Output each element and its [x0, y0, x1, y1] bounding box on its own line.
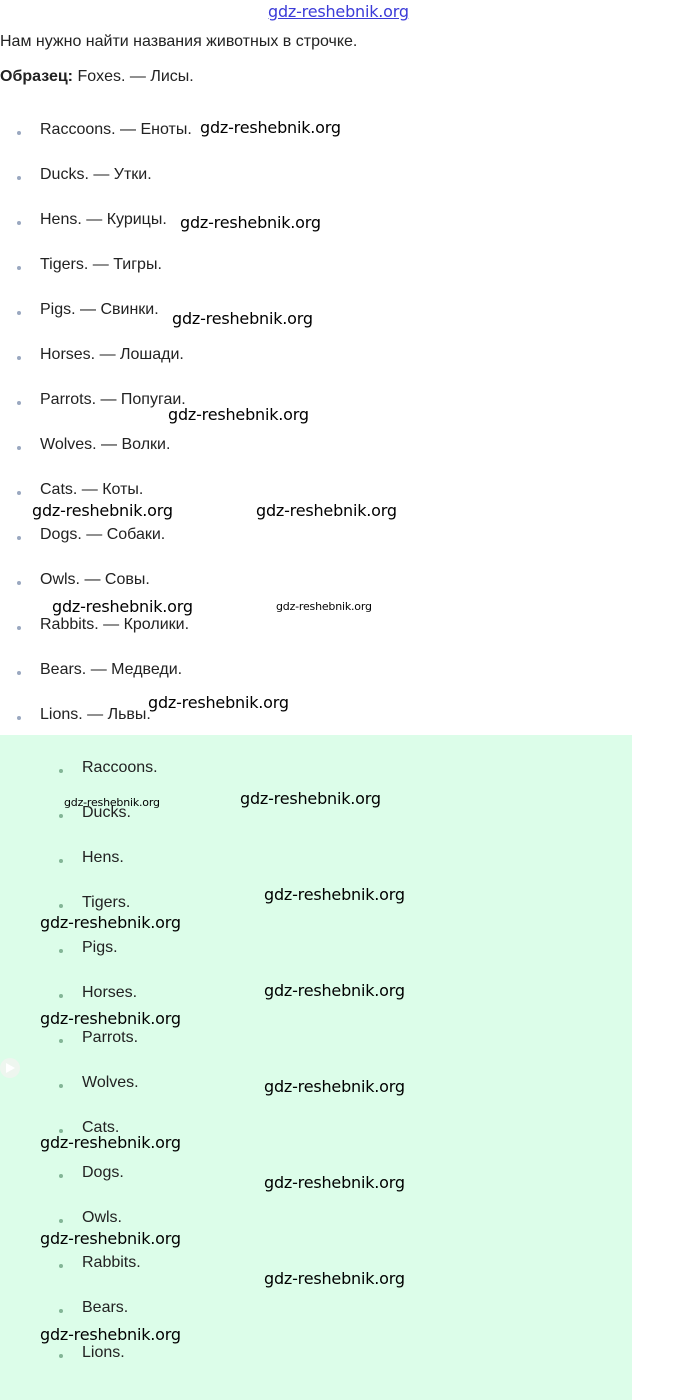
bullet-icon — [17, 266, 21, 270]
bullet-icon — [59, 1354, 63, 1358]
bullet-icon — [59, 769, 63, 773]
watermark: gdz-reshebnik.org — [264, 981, 405, 1000]
list-item-text: Hens. — Курицы. — [40, 211, 167, 228]
watermark: gdz-reshebnik.org — [180, 213, 321, 232]
bullet-icon — [59, 1174, 63, 1178]
bullet-icon — [59, 994, 63, 998]
bullet-icon — [17, 356, 21, 360]
bullet-icon — [17, 311, 21, 315]
answer-text: Ducks. — [82, 804, 131, 821]
bullet-icon — [59, 904, 63, 908]
list-item-text: Bears. — Медведи. — [40, 661, 183, 678]
answer-text: Owls. — [82, 1209, 122, 1226]
watermark: gdz-reshebnik.org — [40, 1325, 181, 1344]
list-item-text: Rabbits. — Кролики. — [40, 616, 190, 633]
bullet-icon — [17, 671, 21, 675]
list-item-text: Lions. — Львы. — [40, 706, 151, 723]
answer-text: Dogs. — [82, 1164, 124, 1181]
watermark: gdz-reshebnik.org — [168, 405, 309, 424]
watermark: gdz-reshebnik.org — [40, 1009, 181, 1028]
list-item-text: Tigers. — Тигры. — [40, 256, 162, 273]
watermark: gdz-reshebnik.org — [264, 885, 405, 904]
answer-text: Raccoons. — [82, 759, 158, 776]
list-item-text: Dogs. — Собаки. — [40, 526, 166, 543]
sample-line — [0, 68, 194, 86]
watermark: gdz-reshebnik.org — [40, 913, 181, 932]
bullet-icon — [59, 814, 63, 818]
answer-text: Parrots. — [82, 1029, 139, 1046]
watermark: gdz-reshebnik.org — [264, 1077, 405, 1096]
watermark: gdz-reshebnik.org — [240, 789, 381, 808]
watermark: gdz-reshebnik.org — [40, 1133, 181, 1152]
bullet-icon — [59, 1264, 63, 1268]
bullet-icon — [59, 859, 63, 863]
list-item-text: Horses. — Лошади. — [40, 346, 184, 363]
bullet-icon — [17, 131, 21, 135]
list-item-text: Ducks. — Утки. — [40, 166, 152, 183]
sample-text: Foxes. — Лисы. — [77, 68, 194, 85]
answer-text: Bears. — [82, 1299, 129, 1316]
list-item-text: Owls. — Совы. — [40, 571, 150, 588]
list-item-text: Cats. — Коты. — [40, 481, 144, 498]
list-item-text: Raccoons. — Еноты. — [40, 121, 192, 138]
watermark: gdz-reshebnik.org — [256, 501, 397, 520]
watermark: gdz-reshebnik.org — [276, 600, 372, 613]
watermark: gdz-reshebnik.org — [40, 1229, 181, 1248]
bullet-icon — [17, 536, 21, 540]
answer-text: Rabbits. — [82, 1254, 141, 1271]
answer-text: Wolves. — [82, 1074, 139, 1091]
bullet-icon — [17, 716, 21, 720]
watermark: gdz-reshebnik.org — [64, 796, 160, 809]
bullet-icon — [17, 221, 21, 225]
watermark: gdz-reshebnik.org — [52, 597, 193, 616]
bullet-icon — [17, 401, 21, 405]
bullet-icon — [59, 949, 63, 953]
bullet-icon — [59, 1219, 63, 1223]
answer-text: Lions. — [82, 1344, 125, 1361]
watermark: gdz-reshebnik.org — [32, 501, 173, 520]
sample-label: Образец: — [0, 68, 73, 85]
bullet-icon — [17, 581, 21, 585]
watermark: gdz-reshebnik.org — [264, 1269, 405, 1288]
answer-text: Hens. — [82, 849, 124, 866]
bullet-icon — [17, 176, 21, 180]
answer-text: Pigs. — [82, 939, 118, 956]
list-item-text: Wolves. — Волки. — [40, 436, 171, 453]
bullet-icon — [59, 1039, 63, 1043]
watermark: gdz-reshebnik.org — [172, 309, 313, 328]
bullet-icon — [17, 491, 21, 495]
answer-text: Tigers. — [82, 894, 131, 911]
list-item-text: Pigs. — Свинки. — [40, 301, 159, 318]
answer-text: Cats. — [82, 1119, 120, 1136]
task-intro: Нам нужно найти названия животных в строчке. — [0, 33, 358, 50]
play-icon[interactable] — [0, 1058, 20, 1078]
watermark: gdz-reshebnik.org — [200, 118, 341, 137]
bullet-icon — [59, 1309, 63, 1313]
watermark: gdz-reshebnik.org — [264, 1173, 405, 1192]
bullet-icon — [17, 626, 21, 630]
site-header-link[interactable]: gdz-reshebnik.org — [268, 2, 409, 21]
bullet-icon — [59, 1084, 63, 1088]
bullet-icon — [17, 446, 21, 450]
list-item-text: Parrots. — Попугаи. — [40, 391, 186, 408]
watermark: gdz-reshebnik.org — [148, 693, 289, 712]
answer-text: Horses. — [82, 984, 138, 1001]
